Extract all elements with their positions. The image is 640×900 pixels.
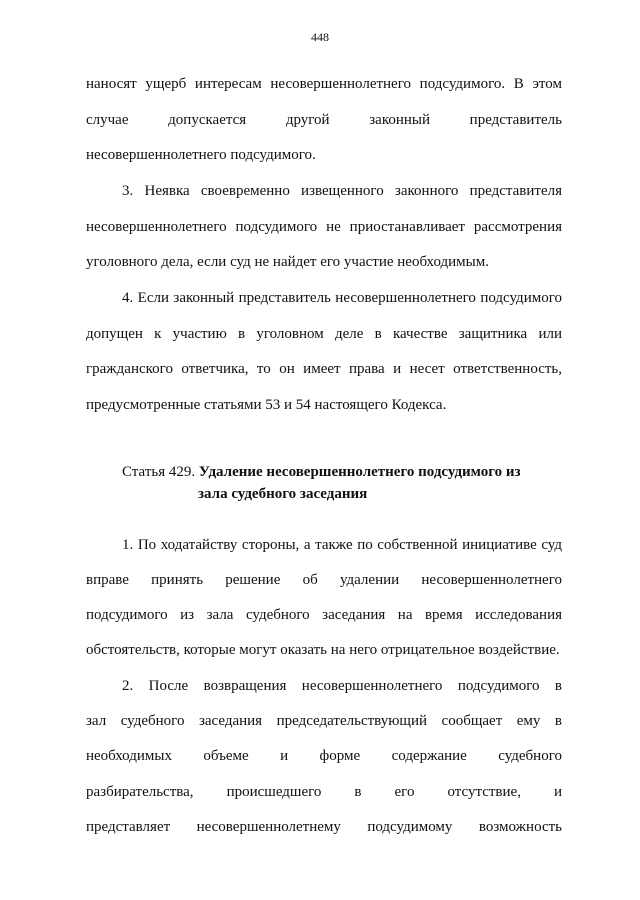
text-line: необходимых объеме и форме содержание судебного: [86, 748, 562, 764]
text-line: зал судебного заседания председательствующий сообщает ему в: [86, 713, 562, 729]
text-line: 4. Если законный представитель несовершеннолетнего подсудимого: [122, 290, 562, 306]
text-line: 1. По ходатайству стороны, а также по собственной инициативе суд: [122, 537, 562, 553]
article-label: Статья 429.: [122, 464, 196, 480]
text-line: несовершеннолетнего подсудимого не приостанавливает рассмотрения: [86, 219, 562, 235]
text-line: допущен к участию в уголовном деле в качестве защитника или: [86, 326, 562, 342]
text-line: уголовного дела, если суд не найдет его участие необходимым.: [86, 254, 489, 270]
article-title: Удаление несовершеннолетнего подсудимого из: [198, 464, 521, 480]
article-title-continuation: зала судебного заседания: [198, 486, 368, 502]
page-number: 448: [311, 30, 329, 44]
text-line: вправе принять решение об удалении несовершеннолетнего: [86, 572, 562, 588]
text-line: 2. После возвращения несовершеннолетнего подсудимого в: [122, 678, 562, 694]
text-line: подсудимого из зала судебного заседания на время исследования: [86, 607, 562, 623]
text-line: гражданского ответчика, то он имеет права и несет ответственность,: [86, 361, 562, 377]
text-line: предусмотренные статьями 53 и 54 настоящего Кодекса.: [86, 397, 447, 413]
text-line: случае допускается другой законный представитель: [86, 112, 562, 128]
text-line: 3. Неявка своевременно извещенного законного представителя: [122, 183, 562, 199]
text-line: разбирательства, происшедшего в его отсутствие, и: [86, 784, 562, 800]
text-line: обстоятельств, которые могут оказать на него отрицательное воздействие.: [86, 642, 560, 658]
text-line: наносят ущерб интересам несовершеннолетнего подсудимого. В этом: [86, 76, 562, 92]
article-heading-line-1: [122, 462, 521, 482]
article-heading-line-2: [198, 484, 367, 504]
text-line: представляет несовершеннолетнему подсудимому возможность: [86, 819, 562, 835]
text-line: несовершеннолетнего подсудимого.: [86, 147, 316, 163]
